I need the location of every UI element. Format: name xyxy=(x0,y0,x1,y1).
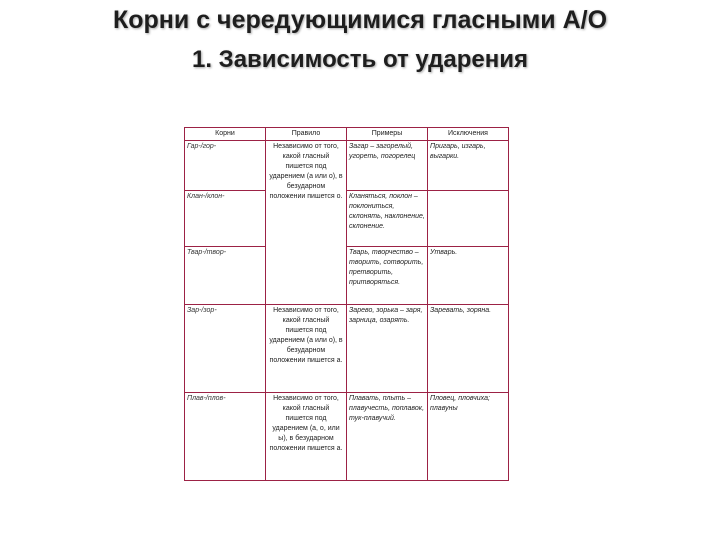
header-examples: Примеры xyxy=(347,128,428,141)
examples-cell: Тварь, творчество – творить, сотворить, претворить, притворяться. xyxy=(347,247,428,305)
examples-cell: Плавать, плыть – плавучесть, поплавок, тук-плавучий. xyxy=(347,393,428,481)
exceptions-cell: Утварь. xyxy=(428,247,509,305)
slide-title: Корни с чередующимися гласными А/О xyxy=(112,6,608,34)
exceptions-cell: Заревать, зоряна. xyxy=(428,305,509,393)
root-cell: Клан-/клон- xyxy=(185,191,266,247)
roots-table xyxy=(184,127,509,481)
header-rule: Правило xyxy=(266,128,347,141)
table-row xyxy=(185,393,509,481)
header-roots: Корни xyxy=(185,128,266,141)
exceptions-cell: Пригарь, изгарь, выгарки. xyxy=(428,141,509,191)
root-cell: Твар-/твор- xyxy=(185,247,266,305)
table-row xyxy=(185,141,509,191)
exceptions-cell xyxy=(428,191,509,247)
examples-cell: Загар – загорелый, угореть, погорелец xyxy=(347,141,428,191)
root-cell: Плав-/плов- xyxy=(185,393,266,481)
table-header-row xyxy=(185,128,509,141)
table-row xyxy=(185,247,509,305)
root-cell: Зар-/зор- xyxy=(185,305,266,393)
rule-cell: Независимо от того, какой гласный пишется под ударением (а или о), в безударном положении пишется а. xyxy=(266,305,347,393)
exceptions-cell: Пловец, пловчиха; плавуны xyxy=(428,393,509,481)
slide-subtitle: 1. Зависимость от ударения xyxy=(191,46,529,73)
examples-cell: Кланяться, поклон – поклониться, склонять, наклонение, склонение. xyxy=(347,191,428,247)
examples-cell: Зарево, зорька – заря, зарница, озарять. xyxy=(347,305,428,393)
table-row xyxy=(185,191,509,247)
rule-cell: Независимо от того, какой гласный пишется под ударением (а, о, или ы), в безударном положении пишется а. xyxy=(266,393,347,481)
table-row xyxy=(185,305,509,393)
header-exceptions: Исключения xyxy=(428,128,509,141)
rule-cell: Независимо от того, какой гласный пишется под ударением (а или о), в безударном положении пишется о. xyxy=(266,141,347,305)
root-cell: Гар-/гор- xyxy=(185,141,266,191)
